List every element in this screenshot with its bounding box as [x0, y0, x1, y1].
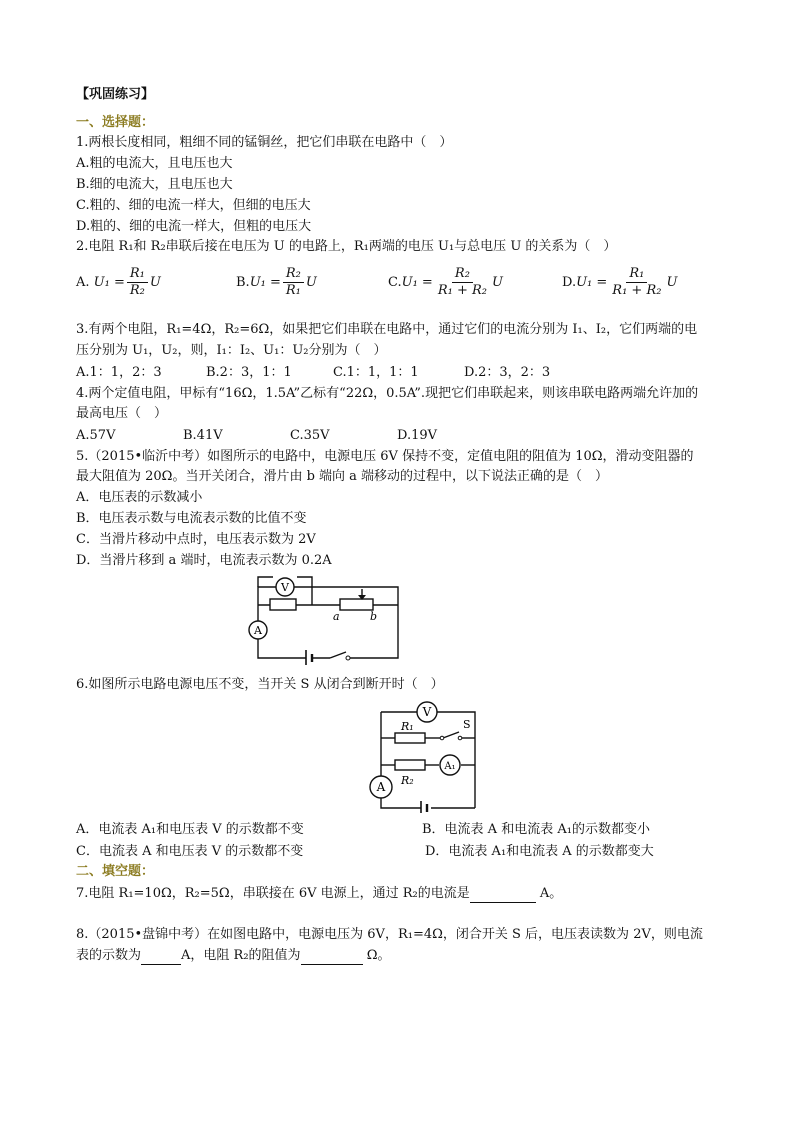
section-fill-title: 二、填空题：	[76, 864, 155, 879]
q2-d-lhs: U₁ =	[576, 275, 608, 290]
q5-line1: 5.（2015•临沂中考）如图所示的电路中，电源电压 6V 保持不变，定值电阻的阻值为 10Ω，滑动变阻器的	[76, 449, 694, 464]
q6-circuit-diagram	[365, 698, 485, 813]
q2-a-lhs: U₁ =	[93, 275, 125, 290]
q6-option-d: D．电流表 A₁和电流表 A 的示数都变大	[425, 844, 654, 859]
q2-d-label: D.	[562, 275, 577, 290]
q8-prefix: 表的示数为	[76, 948, 142, 963]
q2-b-fraction	[283, 266, 304, 299]
q7-suffix: A。	[539, 886, 563, 901]
q3-option-b: B.2：3，1：1	[206, 365, 292, 380]
q5-end-a-label: a	[333, 610, 340, 623]
q2-d-num: R₁	[626, 266, 647, 283]
q5-option-a: A．电压表的示数减小	[76, 490, 203, 505]
q2-c-label: C.	[388, 275, 402, 290]
q4-line1: 4.两个定值电阻，甲标有“16Ω，1.5A”乙标有“22Ω，0.5A”.现把它们串联起来，则该串联电路两端允许加的	[76, 386, 699, 401]
q2-b-u: U	[305, 275, 317, 290]
q1-option-a: A.粗的电流大，且电压也大	[76, 156, 233, 171]
q2-c-fraction	[435, 266, 490, 299]
q6-option-c: C．电流表 A 和电压表 V 的示数都不变	[76, 844, 304, 859]
q4-option-c: C.35V	[290, 428, 330, 443]
q2-stem: 2.电阻 R₁和 R₂串联后接在电压为 U 的电路上，R₁两端的电压 U₁与总电压 U 的关系为（ ）	[76, 239, 617, 254]
q6-stem: 6.如图所示电路电源电压不变，当开关 S 从闭合到断开时（ ）	[76, 677, 444, 692]
q1-stem: 1.两根长度相同，粗细不同的锰铜丝，把它们串联在电路中（ ）	[76, 135, 453, 150]
q2-c-den: R₁ + R₂	[437, 283, 487, 298]
q2-c-u: U	[491, 275, 503, 290]
q5-voltmeter-label: V	[281, 581, 289, 594]
q7-answer-blank	[470, 888, 536, 903]
q2-option-c	[388, 266, 503, 299]
q5-option-d: D．当滑片移到 a 端时，电流表示数为 0.2A	[76, 553, 332, 568]
q7-prefix: 7.电阻 R₁=10Ω，R₂=5Ω，串联接在 6V 电源上，通过 R₂的电流是	[76, 886, 470, 901]
q8-resistance-blank	[301, 950, 363, 965]
q6-option-a: A．电流表 A₁和电压表 V 的示数都不变	[76, 822, 304, 837]
q2-b-den: R₁	[285, 283, 301, 298]
q2-option-b	[236, 266, 317, 299]
q2-a-u: U	[149, 275, 161, 290]
q6-switch-label: S	[463, 718, 471, 731]
q6-r1-label: R₁	[401, 720, 414, 733]
q4-line2: 最高电压（ ）	[76, 406, 168, 421]
q2-c-lhs: U₁ =	[401, 275, 433, 290]
q4-option-b: B.41V	[183, 428, 223, 443]
section-choice-title: 一、选择题：	[76, 115, 155, 130]
q2-b-num: R₂	[283, 266, 304, 283]
q5-end-b-label: b	[370, 610, 378, 623]
q1-option-b: B.细的电流大，且电压也大	[76, 177, 233, 192]
q6-a1-label: A₁	[444, 761, 456, 772]
q7-line	[76, 885, 562, 903]
q8-middle: A，电阻 R₂的阻值为	[181, 948, 301, 963]
q2-a-label: A.	[76, 275, 90, 290]
q3-line2: 压分别为 U₁，U₂，则，I₁：I₂、U₁：U₂分别为（ ）	[76, 343, 387, 358]
q3-line1: 3.有两个电阻，R₁=4Ω，R₂=6Ω，如果把它们串联在电路中，通过它们的电流分别为 I₁、I₂，它们两端的电	[76, 322, 698, 337]
q4-option-d: D.19V	[397, 428, 438, 443]
q5-circuit-diagram	[240, 575, 410, 665]
q2-a-den: R₂	[129, 283, 145, 298]
q8-suffix: Ω。	[366, 948, 391, 963]
q2-b-label: B.	[236, 275, 250, 290]
q6-voltmeter-label: V	[422, 705, 432, 719]
q3-option-d: D.2：3，2：3	[464, 365, 551, 380]
q1-option-c: C.粗的、细的电流一样大，但细的电压大	[76, 198, 311, 213]
q5-option-b: B．电压表示数与电流表示数的比值不变	[76, 511, 307, 526]
q6-ammeter-label: A	[376, 780, 386, 794]
q3-option-c: C.1：1，1：1	[333, 365, 419, 380]
q4-option-a: A.57V	[76, 428, 116, 443]
q1-option-d: D.粗的、细的电流一样大，但粗的电压大	[76, 219, 312, 234]
q5-ammeter-label: A	[254, 624, 262, 637]
q3-option-a: A.1：1，2：3	[76, 365, 162, 380]
q8-line2	[76, 947, 390, 965]
q8-current-blank	[141, 950, 181, 965]
q2-option-d	[562, 266, 677, 299]
q2-d-fraction	[609, 266, 664, 299]
heading: 【巩固练习】	[76, 87, 155, 102]
q6-r2-label: R₂	[401, 774, 414, 787]
q6-option-b: B．电流表 A 和电流表 A₁的示数都变小	[422, 822, 650, 837]
q2-a-fraction	[127, 266, 148, 299]
q5-option-c: C．当滑片移动中点时，电压表示数为 2V	[76, 532, 316, 547]
q2-c-num: R₂	[452, 266, 473, 283]
q2-d-den: R₁ + R₂	[612, 283, 662, 298]
q2-option-a	[76, 266, 161, 299]
q8-line1: 8.（2015•盘锦中考）在如图电路中，电源电压为 6V，R₁=4Ω，闭合开关 S 后，电压表读数为 2V，则电流	[76, 927, 703, 942]
q5-line2: 最大阻值为 20Ω。当开关闭合，滑片由 b 端向 a 端移动的过程中，以下说法正确的是（ ）	[76, 469, 609, 484]
q2-d-u: U	[666, 275, 678, 290]
q2-a-num: R₁	[127, 266, 148, 283]
q2-b-lhs: U₁ =	[249, 275, 281, 290]
